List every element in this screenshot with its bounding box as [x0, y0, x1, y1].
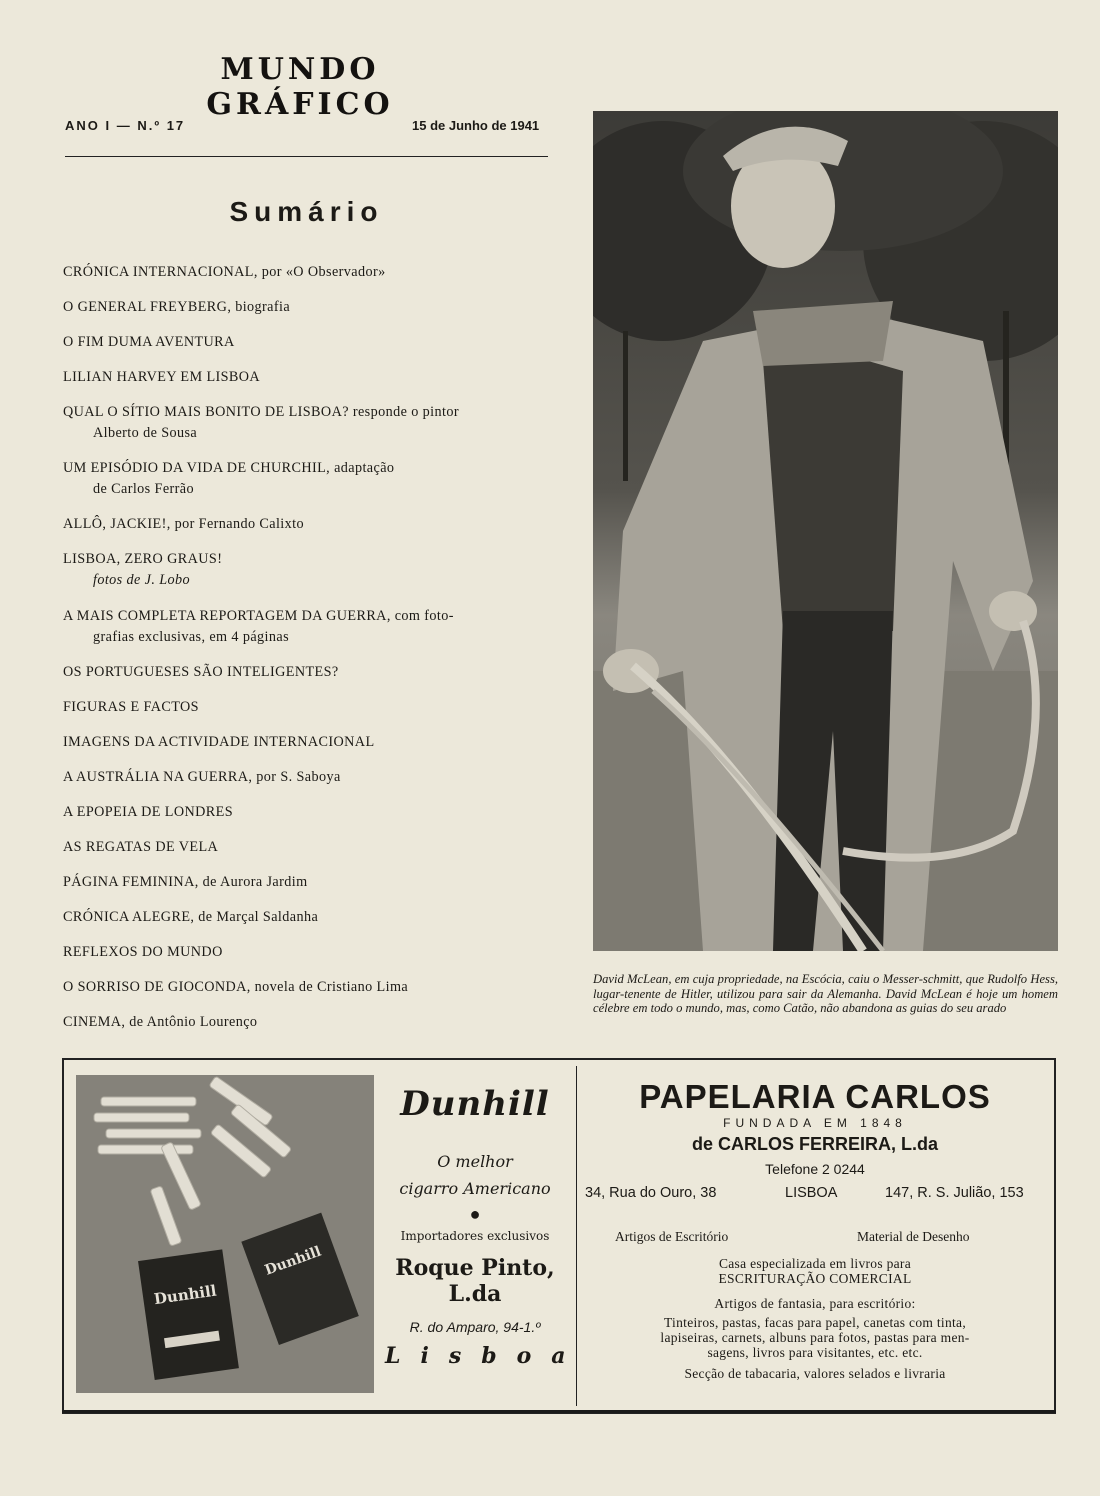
address-left: 34, Rua do Ouro, 38 [585, 1185, 717, 1201]
toc-item [63, 872, 308, 893]
toc-item [63, 907, 318, 928]
toc-item [63, 942, 223, 963]
toc-item-title: FIGURAS E FACTOS [63, 699, 199, 715]
toc-item [63, 732, 375, 753]
toc-item-title: LILIAN HARVEY EM LISBOA [63, 369, 261, 385]
toc-item [63, 332, 235, 353]
dunhill-slogan-line-2: cigarro Americano [399, 1179, 551, 1198]
toc-item-title: PÁGINA FEMININA, de Aurora Jardim [63, 874, 308, 890]
papelaria-phone: Telefone 2 0244 [765, 1161, 865, 1177]
toc-item [63, 514, 304, 535]
masthead: MUNDO GRÁFICO [206, 52, 394, 122]
fantasy-title: Artigos de fantasia, para escritório: [714, 1296, 916, 1311]
bullet-icon: ● [469, 1204, 481, 1224]
papelaria-founded: FUNDADA EM 1848 [723, 1116, 907, 1130]
fantasy-line-2: lapiseiras, carnets, albuns para fotos, pastas para men- [660, 1330, 970, 1345]
toc-item [63, 837, 218, 858]
toc-item-title: CINEMA, de Antônio Lourenço [63, 1014, 258, 1030]
category-drawing: Material de Desenho [857, 1229, 970, 1244]
specialty-line-1: Casa especializada em livros para [718, 1256, 912, 1271]
header-rule [65, 156, 548, 157]
dunhill-brand: Dunhill [400, 1084, 550, 1124]
toc-item-subtitle: fotos de J. Lobo [93, 572, 191, 588]
toc-item-title: A EPOPEIA DE LONDRES [63, 804, 233, 820]
toc-item [63, 1012, 257, 1033]
dunhill-slogan [385, 1148, 565, 1202]
dunhill-cigarettes-image [76, 1075, 374, 1393]
toc-item [63, 402, 459, 444]
category-office: Artigos de Escritório [615, 1229, 729, 1244]
toc-item-title: A MAIS COMPLETA REPORTAGEM DA GUERRA, com foto- [63, 608, 454, 624]
toc-item-title: CRÓNICA INTERNACIONAL, por «O Observador» [63, 264, 386, 280]
farmer-photo [593, 111, 1058, 951]
toc-item [63, 606, 454, 648]
dunhill-company: Roque Pinto, L.da [395, 1255, 555, 1307]
toc-item-subtitle: Alberto de Sousa [93, 425, 198, 441]
papelaria-address [580, 1185, 1050, 1209]
dunhill-ad [385, 1078, 586, 1369]
fantasy-line-1: Tinteiros, pastas, facas para papel, canetas com tinta, [663, 1315, 967, 1330]
photo-caption: David McLean, em cuja propriedade, na Escócia, caiu o Messer-schmitt, que Rudolfo Hess, lugar-tenente de Hitler, utilizou para sair da Alemanha. David McLean é hoje um homem célebre em todo o mundo, mas, como Catão, não abandona as guias do seu arado [593, 972, 1058, 1015]
dunhill-city: Lisboa [385, 1343, 586, 1369]
issue-date: 15 de Junho de 1941 [412, 118, 540, 133]
papelaria-owner: de CARLOS FERREIRA, L.da [691, 1134, 938, 1154]
sumario-title: Sumário [229, 196, 384, 227]
toc-item [63, 697, 199, 718]
issue-number: ANO I — N.º 17 [65, 118, 186, 133]
toc-item-title: OS PORTUGUESES SÃO INTELIGENTES? [63, 664, 339, 680]
toc-item [63, 367, 260, 388]
toc-item-title: O SORRISO DE GIOCONDA, novela de Cristiano Lima [63, 979, 409, 995]
svg-text:Dunhill: Dunhill [262, 1243, 324, 1279]
papelaria-categories [580, 1229, 1050, 1249]
fantasy-line-3: sagens, livros para visitantes, etc. etc. [707, 1345, 923, 1360]
toc-item-subtitle: de Carlos Ferrão [93, 481, 194, 497]
toc-item-title: QUAL O SÍTIO MAIS BONITO DE LISBOA? responde o pintor [63, 404, 459, 420]
toc-item-title: LISBOA, ZERO GRAUS! [63, 551, 223, 567]
papelaria-carlos-ad [580, 1078, 1050, 1381]
toc-item-title: UM EPISÓDIO DA VIDA DE CHURCHIL, adaptação [63, 460, 395, 476]
address-city: LISBOA [785, 1185, 838, 1201]
dunhill-slogan-line-1: O melhor [437, 1152, 513, 1171]
specialty-line-2: ESCRITURAÇÃO COMERCIAL [718, 1271, 912, 1286]
toc-item [63, 458, 394, 500]
address-right: 147, R. S. Julião, 153 [885, 1185, 1024, 1201]
toc-item [63, 802, 233, 823]
toc-item-title: ALLÔ, JACKIE!, por Fernando Calixto [63, 516, 304, 532]
toc-item-title: O GENERAL FREYBERG, biografia [63, 299, 291, 315]
dunhill-address: R. do Amparo, 94-1.º [409, 1319, 541, 1335]
toc-item-title: O FIM DUMA AVENTURA [63, 334, 235, 350]
toc-item-title: REFLEXOS DO MUNDO [63, 944, 223, 960]
toc-item [63, 662, 339, 683]
toc-item [63, 297, 290, 318]
toc-item [63, 767, 341, 788]
toc-item-title: AS REGATAS DE VELA [63, 839, 219, 855]
tobacco-section: Secção de tabacaria, valores selados e livraria [684, 1366, 946, 1381]
toc-item-title: IMAGENS DA ACTIVIDADE INTERNACIONAL [63, 734, 375, 750]
toc-item-title: CRÓNICA ALEGRE, de Marçal Saldanha [63, 909, 319, 925]
papelaria-name: PAPELARIA CARLOS [639, 1078, 991, 1115]
toc-item-subtitle: grafias exclusivas, em 4 páginas [93, 629, 289, 645]
svg-text:Dunhill: Dunhill [152, 1281, 218, 1309]
toc-item [63, 977, 408, 998]
toc-item [63, 262, 386, 283]
toc-item [63, 549, 222, 591]
dunhill-importers: Importadores exclusivos [400, 1229, 550, 1243]
toc-item-title: A AUSTRÁLIA NA GUERRA, por S. Saboya [63, 769, 341, 785]
advertisements-bottom-rule [62, 1410, 1056, 1413]
